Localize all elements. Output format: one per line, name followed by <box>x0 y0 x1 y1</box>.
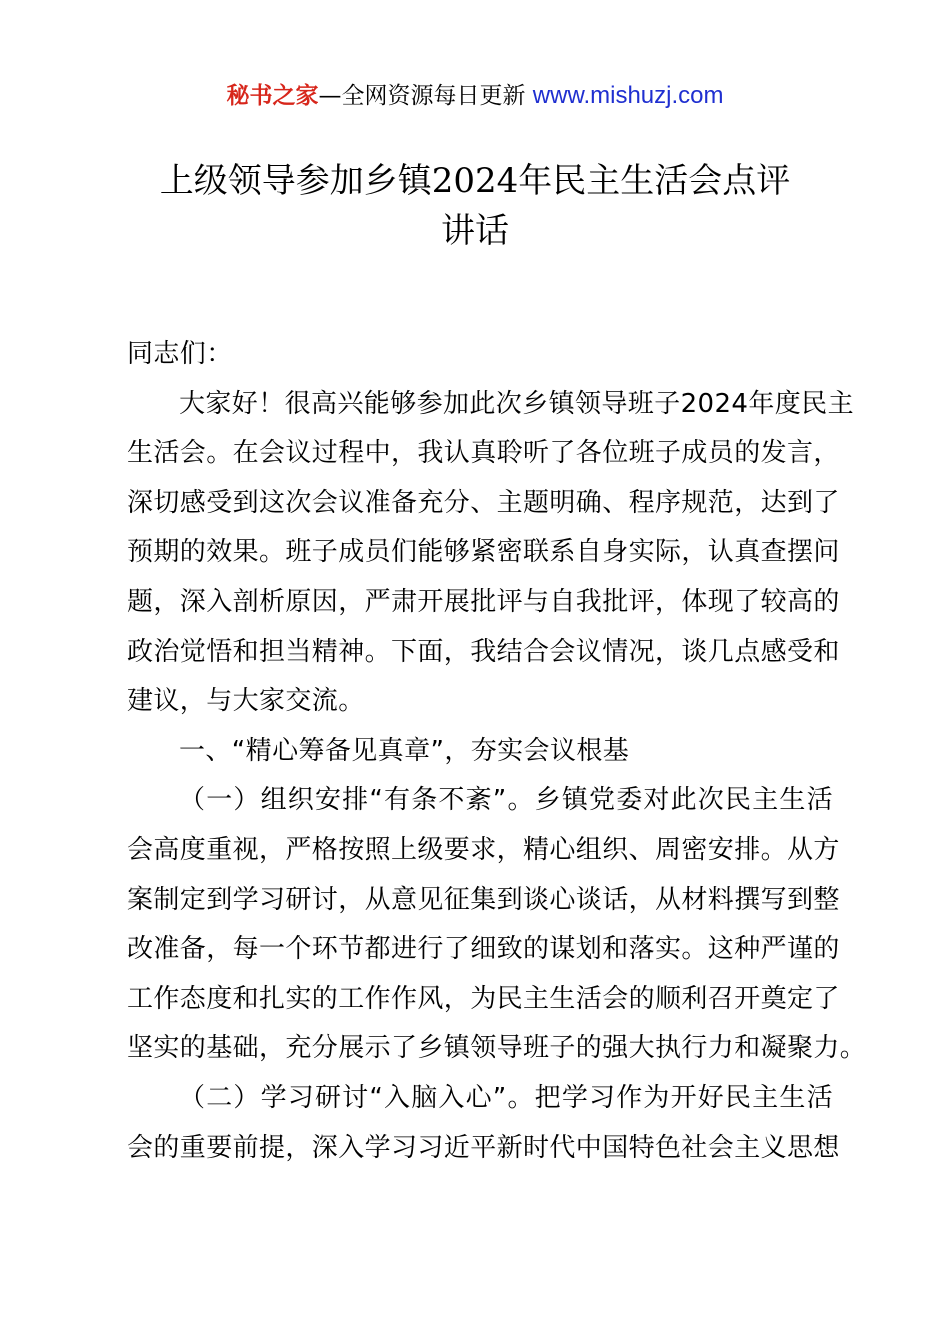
body-line: 深切感受到这次会议准备充分、主题明确、程序规范，达到了 <box>127 487 840 518</box>
site-tagline: —全网资源每日更新 <box>318 83 526 109</box>
document-title-line-1: 上级领导参加乡镇2024年民主生活会点评 <box>159 161 791 201</box>
site-url-link[interactable]: www.mishuzj.com <box>532 82 724 109</box>
body-line: 预期的效果。班子成员们能够紧密联系自身实际，认真查摆问 <box>127 537 840 568</box>
site-brand: 秘书之家 <box>226 83 319 109</box>
body-line: 坚实的基础，充分展示了乡镇领导班子的强大执行力和凝聚力。 <box>127 1033 867 1064</box>
body-line: 政治觉悟和担当精神。下面，我结合会议情况，谈几点感受和 <box>127 636 840 667</box>
body-line: 会高度重视，严格按照上级要求，精心组织、周密安排。从方 <box>127 834 840 865</box>
body-line: 改准备，每一个环节都进行了细致的谋划和落实。这种严谨的 <box>127 934 840 965</box>
document-title <box>100 156 850 256</box>
document-body <box>127 330 867 1173</box>
body-line: 题，深入剖析原因，严肃开展批评与自我批评，体现了较高的 <box>127 586 840 617</box>
body-line: 生活会。在会议过程中，我认真聆听了各位班子成员的发言， <box>127 438 840 469</box>
body-line: 大家好！很高兴能够参加此次乡镇领导班子2024年度民主 <box>179 388 854 419</box>
body-line: 案制定到学习研讨，从意见征集到谈心谈话，从材料撰写到整 <box>127 884 840 915</box>
body-line: 建议，与大家交流。 <box>127 686 365 717</box>
document-title-line-2: 讲话 <box>441 211 509 251</box>
body-line: 会的重要前提，深入学习习近平新时代中国特色社会主义思想 <box>127 1132 840 1163</box>
subsection-heading-line: （一）组织安排“有条不紊”。乡镇党委对此次民主生活 <box>179 785 833 816</box>
section-heading: 一、“精心筹备见真章”，夯实会议根基 <box>179 735 630 766</box>
site-header <box>0 80 950 112</box>
body-line: 工作态度和扎实的工作作风，为民主生活会的顺利召开奠定了 <box>127 983 840 1014</box>
subsection-heading-line: （二）学习研讨“入脑入心”。把学习作为开好民主生活 <box>179 1082 833 1113</box>
salutation: 同志们： <box>127 339 233 369</box>
